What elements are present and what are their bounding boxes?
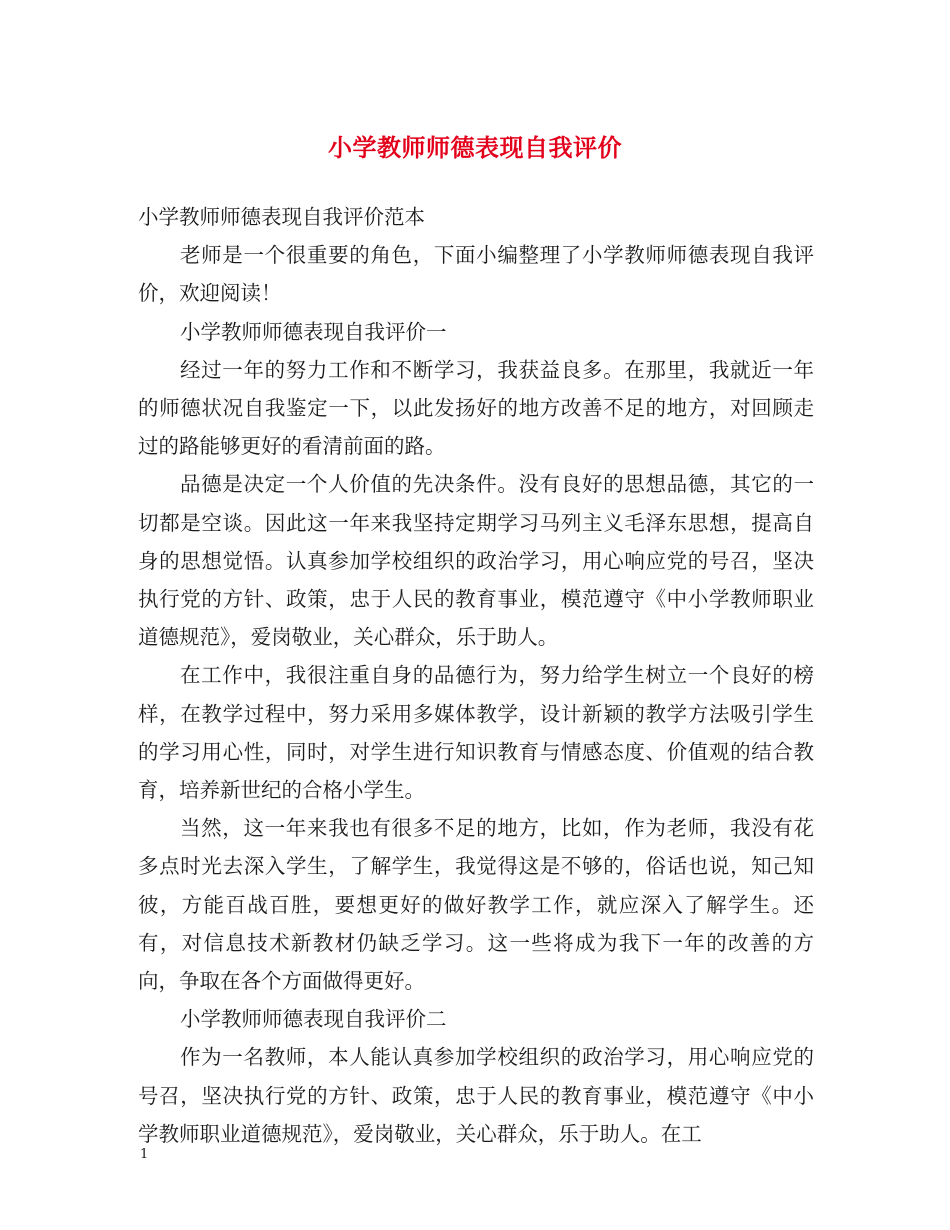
paragraph: 经过一年的努力工作和不断学习，我获益良多。在那里，我就近一年的师德状况自我鉴定一下，以此发扬好的地方改善不足的地方，对回顾走过的路能够更好的看清前面的路。 xyxy=(138,357,814,459)
paragraph: 作为一名教师，本人能认真参加学校组织的政治学习，用心响应党的号召，坚决执行党的方针、政策，忠于人民的教育事业，模范遵守《中小学教师职业道德规范》，爱岗敬业，关心群众，乐于助人。在工 xyxy=(138,1045,814,1146)
paragraph: 当然，这一年来我也有很多不足的地方，比如，作为老师，我没有花多点时光去深入学生，了解学生，我觉得这是不够的，俗话也说，知己知彼，方能百战百胜，要想更好的做好教学工作，就应深入了解学生。还有，对信息技术新教材仍缺乏学习。这一些将成为我下一年的改善的方向，争取在各个方面做得更好。 xyxy=(138,816,814,994)
page-number: 1 xyxy=(140,1147,149,1162)
paragraph-subtitle: 小学教师师德表现自我评价范本 xyxy=(138,205,425,229)
paragraph: 品德是决定一个人价值的先决条件。没有良好的思想品德，其它的一切都是空谈。因此这一年来我坚持定期学习马列主义毛泽东思想，提高自身的思想觉悟。认真参加学校组织的政治学习，用心响应党的号召，坚决执行党的方针、政策，忠于人民的教育事业，模范遵守《中小学教师职业道德规范》，爱岗敬业，关心群众，乐于助人。 xyxy=(138,472,814,650)
section-heading-one: 小学教师师德表现自我评价一 xyxy=(180,319,447,344)
document-body xyxy=(138,198,814,1153)
section-heading-two: 小学教师师德表现自我评价二 xyxy=(180,1007,447,1032)
document-title: 小学教师师德表现自我评价 xyxy=(328,133,622,162)
paragraph: 在工作中，我很注重自身的品德行为，努力给学生树立一个良好的榜样，在教学过程中，努力采用多媒体教学，设计新颖的教学方法吸引学生的学习用心性，同时，对学生进行知识教育与情感态度、价值观的结合教育，培养新世纪的合格小学生。 xyxy=(138,663,814,803)
paragraph-intro: 老师是一个很重要的角色，下面小编整理了小学教师师德表现自我评价，欢迎阅读！ xyxy=(138,243,814,306)
